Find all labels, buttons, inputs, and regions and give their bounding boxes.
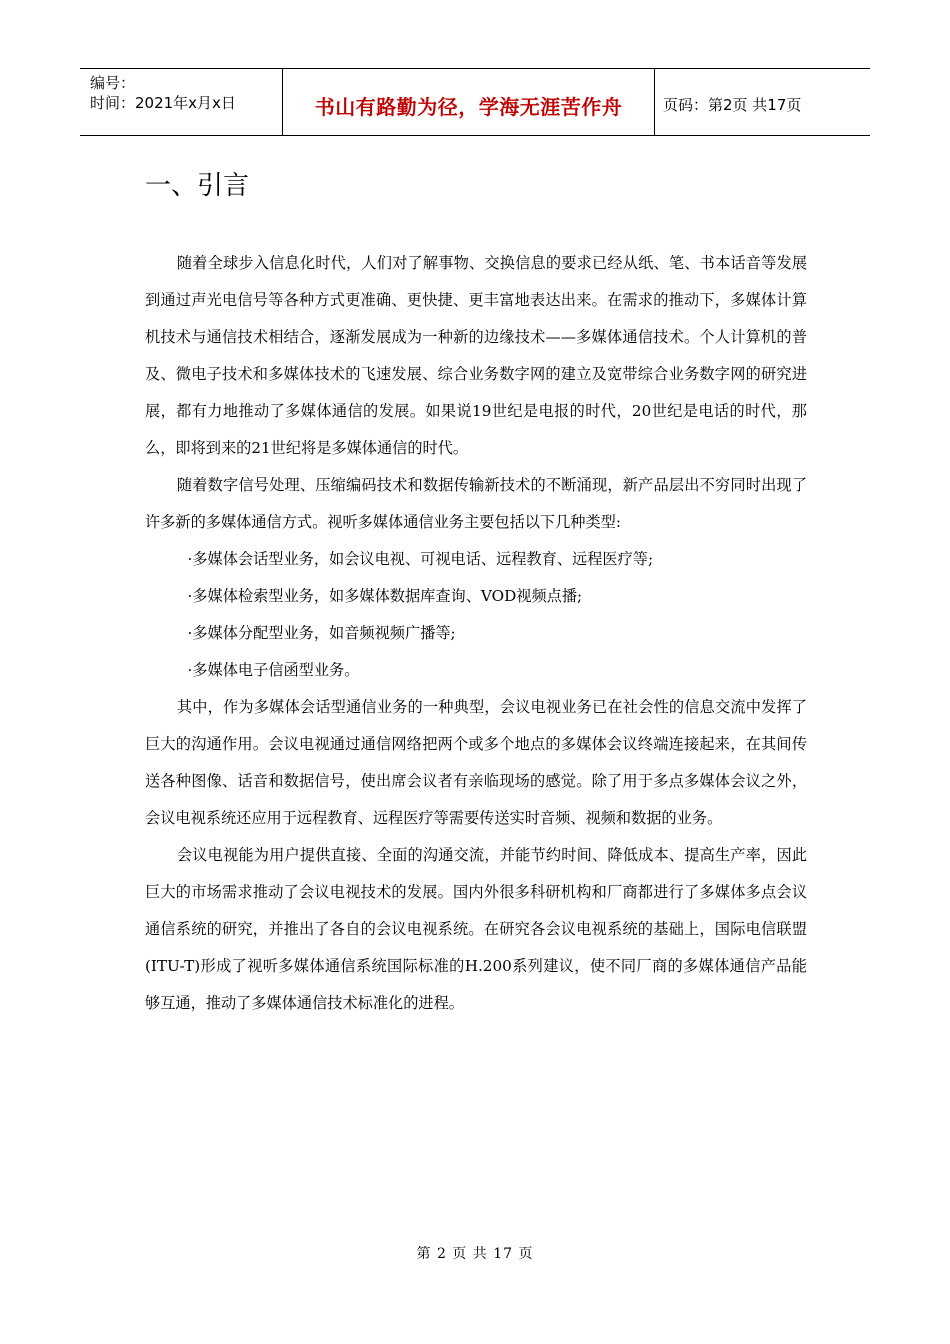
paragraph: 随着全球步入信息化时代，人们对了解事物、交换信息的要求已经从纸、笔、书本话音等发展到通过声光电信号等各种方式更准确、更快捷、更丰富地表达出来。在需求的推动下，多媒体计算机技术与通信技术相结合，逐渐发展成为一种新的边缘技术——多媒体通信技术。个人计算机的普及、微电子技术和多媒体技术的飞速发展、综合业务数字网的建立及宽带综合业务数字网的研究进展，都有力地推动了多媒体通信的发展。如果说19世纪是电报的时代，20世纪是电话的时代，那么，即将到来的21世纪将是多媒体通信的时代。 [145, 254, 807, 457]
header-motto: 书山有路勤为径，学海无涯苦作舟 [314, 94, 623, 119]
header-page-cell [655, 69, 870, 135]
paragraph: 随着数字信号处理、压缩编码技术和数据传输新技术的不断涌现，新产品层出不穷同时出现了许多新的多媒体通信方式。视听多媒体通信业务主要包括以下几种类型: [145, 476, 807, 531]
header-motto-cell [282, 69, 655, 135]
section-heading: 一、引言 [145, 171, 250, 201]
header-page-info: 页码：第2页 共17页 [663, 95, 802, 114]
page-header [80, 68, 870, 136]
doc-code-label: 编号： [90, 74, 136, 92]
list-item: ·多媒体分配型业务，如音频视频广播等; [187, 624, 456, 642]
header-meta [80, 69, 282, 135]
footer-page-number: 第 2 页 共 17 页 [416, 1246, 534, 1262]
document-body [145, 245, 807, 1022]
list-item: ·多媒体会话型业务，如会议电视、可视电话、远程教育、远程医疗等; [187, 550, 654, 568]
paragraph: 会议电视能为用户提供直接、全面的沟通交流，并能节约时间、降低成本、提高生产率，因此巨大的市场需求推动了会议电视技术的发展。国内外很多科研机构和厂商都进行了多媒体多点会议通信系统的研究，并推出了各自的会议电视系统。在研究各会议电视系统的基础上，国际电信联盟(ITU-T)形成了视听多媒体通信系统国际标准的H.200系列建议，使不同厂商的多媒体通信产品能够互通，推动了多媒体通信技术标准化的进程。 [145, 846, 807, 1012]
doc-date-label: 时间：2021年x月x日 [90, 94, 236, 112]
list-item: ·多媒体电子信函型业务。 [187, 661, 360, 679]
page-footer [0, 1243, 950, 1263]
list-item: ·多媒体检索型业务，如多媒体数据库查询、VOD视频点播; [187, 587, 583, 605]
paragraph: 其中，作为多媒体会话型通信业务的一种典型，会议电视业务已在社会性的信息交流中发挥了巨大的沟通作用。会议电视通过通信网络把两个或多个地点的多媒体会议终端连接起来，在其间传送各种图像、话音和数据信号，使出席会议者有亲临现场的感觉。除了用于多点多媒体会议之外，会议电视系统还应用于远程教育、远程医疗等需要传送实时音频、视频和数据的业务。 [145, 698, 807, 827]
